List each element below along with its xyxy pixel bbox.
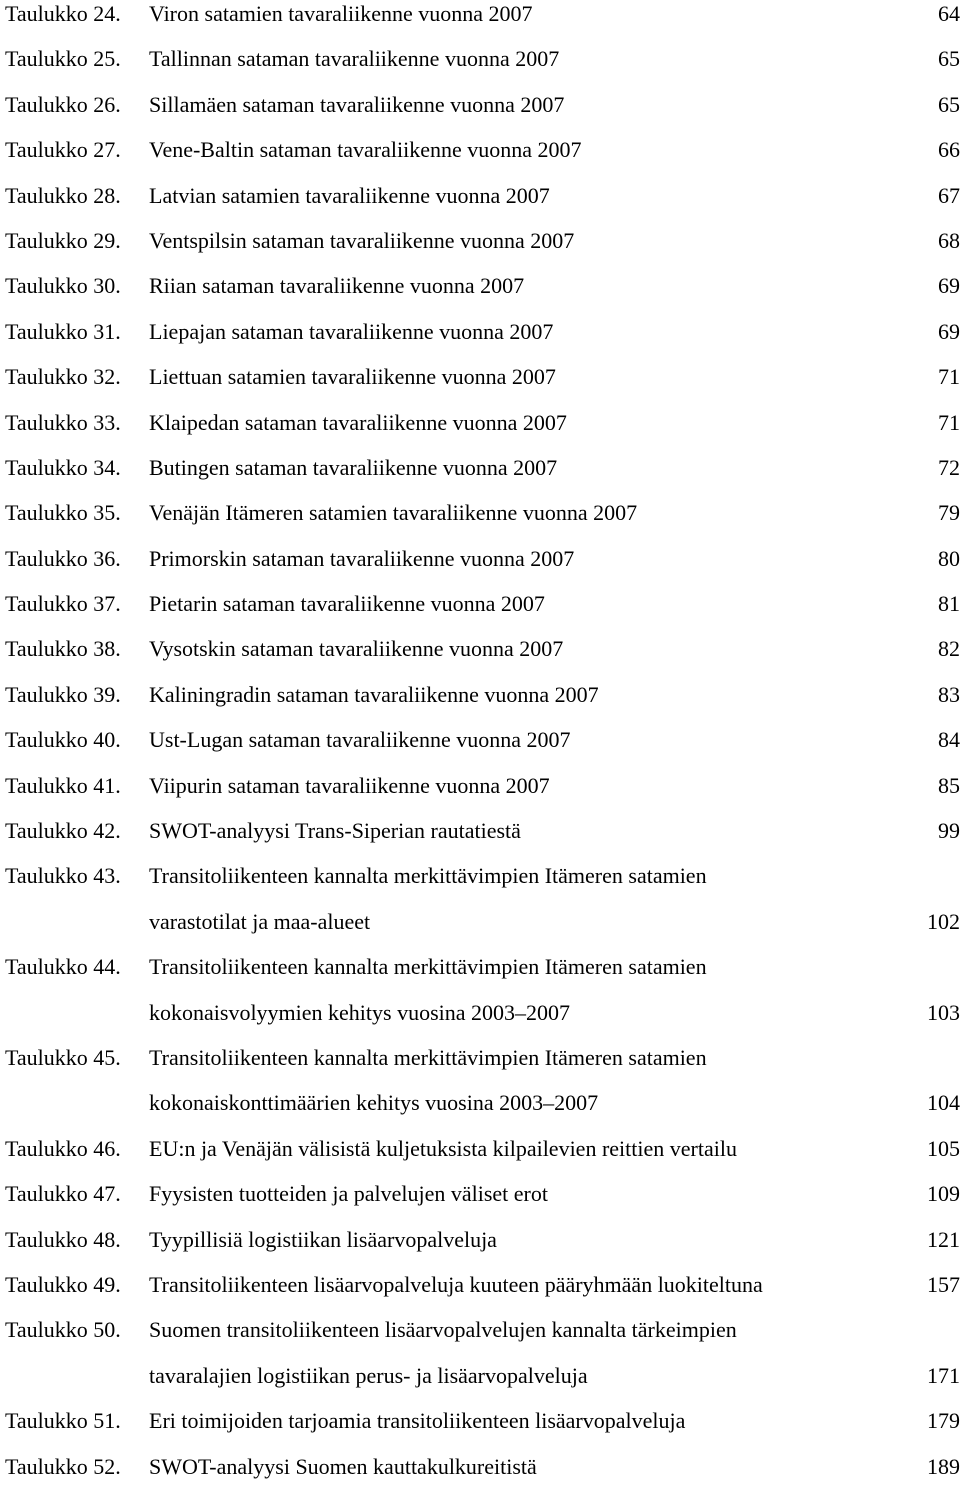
- toc-entry-line: [0, 91, 960, 136]
- table-title: Tallinnan sataman tavaraliikenne vuonna 2007: [149, 46, 560, 72]
- table-title: Transitoliikenteen kannalta merkittävimpien Itämeren satamien: [149, 863, 707, 889]
- toc-entry-line: [0, 1316, 960, 1361]
- table-number: Taulukko 45.: [5, 1044, 121, 1070]
- table-title: tavaralajien logistiikan perus- ja lisäarvopalveluja: [149, 1362, 588, 1388]
- page-number: 69: [938, 273, 960, 299]
- page-number: 189: [927, 1453, 960, 1479]
- toc-entry-line: [0, 1089, 960, 1134]
- toc-entry: [0, 590, 960, 635]
- toc-entry: [0, 227, 960, 272]
- toc-entry: [0, 182, 960, 227]
- page-number: 81: [938, 591, 960, 617]
- table-title: Fyysisten tuotteiden ja palvelujen väliset erot: [149, 1181, 548, 1207]
- toc-entry: [0, 91, 960, 136]
- table-title: SWOT-analyysi Suomen kauttakulkureitistä: [149, 1453, 537, 1479]
- toc-entry-line: [0, 1453, 960, 1498]
- toc-entry-line: [0, 1226, 960, 1271]
- page-number: 84: [938, 727, 960, 753]
- page-number: 99: [938, 818, 960, 844]
- toc-entry: [0, 272, 960, 317]
- table-number: Taulukko 26.: [5, 91, 121, 117]
- toc-entry: [0, 318, 960, 363]
- page-number: 68: [938, 227, 960, 253]
- table-number: Taulukko 29.: [5, 227, 121, 253]
- table-title: Liettuan satamien tavaraliikenne vuonna 2007: [149, 364, 556, 390]
- table-number: Taulukko 27.: [5, 137, 121, 163]
- page-number: 179: [927, 1408, 960, 1434]
- table-number: Taulukko 33.: [5, 409, 121, 435]
- toc-entry: [0, 1316, 960, 1407]
- table-title: kokonaiskonttimäärien kehitys vuosina 2003–2007: [149, 1090, 599, 1116]
- table-number: Taulukko 49.: [5, 1271, 121, 1297]
- toc-entry-line: [0, 908, 960, 953]
- table-number: Taulukko 52.: [5, 1453, 121, 1479]
- table-title: Vene-Baltin sataman tavaraliikenne vuonna 2007: [149, 137, 582, 163]
- table-title: Suomen transitoliikenteen lisäarvopalvelujen kannalta tärkeimpien: [149, 1317, 737, 1343]
- toc-entry: [0, 1044, 960, 1135]
- toc-entry: [0, 1135, 960, 1180]
- table-number: Taulukko 30.: [5, 273, 121, 299]
- table-title: Kaliningradin sataman tavaraliikenne vuonna 2007: [149, 681, 599, 707]
- table-title: Primorskin sataman tavaraliikenne vuonna 2007: [149, 545, 575, 571]
- toc-entry-line: [0, 953, 960, 998]
- toc-entry: [0, 136, 960, 181]
- page-number: 72: [938, 454, 960, 480]
- table-title: Pietarin sataman tavaraliikenne vuonna 2007: [149, 591, 545, 617]
- table-number: Taulukko 40.: [5, 727, 121, 753]
- table-number: Taulukko 41.: [5, 772, 121, 798]
- toc-entry: [0, 726, 960, 771]
- toc-entry: [0, 817, 960, 862]
- table-number: Taulukko 24.: [5, 1, 121, 26]
- table-number: Taulukko 36.: [5, 545, 121, 571]
- toc-entry-line: [0, 635, 960, 680]
- table-title: Ust-Lugan sataman tavaraliikenne vuonna 2007: [149, 727, 571, 753]
- toc-entry-line: [0, 318, 960, 363]
- toc-entry: [0, 409, 960, 454]
- toc-entry-line: [0, 545, 960, 590]
- table-title: Liepajan sataman tavaraliikenne vuonna 2007: [149, 318, 554, 344]
- table-title: Transitoliikenteen kannalta merkittävimpien Itämeren satamien: [149, 954, 707, 980]
- table-number: Taulukko 32.: [5, 364, 121, 390]
- toc-entry-line: [0, 227, 960, 272]
- toc-entry-line: [0, 1271, 960, 1316]
- page-number: 65: [938, 46, 960, 72]
- toc-entry: [0, 363, 960, 408]
- page-number: 105: [927, 1135, 960, 1161]
- toc-entry: [0, 953, 960, 1044]
- table-number: Taulukko 38.: [5, 636, 121, 662]
- table-title: Butingen sataman tavaraliikenne vuonna 2007: [149, 454, 558, 480]
- page-number: 67: [938, 182, 960, 208]
- toc-entry-line: [0, 862, 960, 907]
- table-title: Latvian satamien tavaraliikenne vuonna 2007: [149, 182, 550, 208]
- toc-entry: [0, 681, 960, 726]
- table-title: Tyypillisiä logistiikan lisäarvopalveluja: [149, 1226, 497, 1252]
- table-title: Transitoliikenteen kannalta merkittävimpien Itämeren satamien: [149, 1044, 707, 1070]
- toc-entry-line: [0, 1362, 960, 1407]
- toc-entry-line: [0, 1407, 960, 1452]
- toc-entry-line: [0, 454, 960, 499]
- page-number: 85: [938, 772, 960, 798]
- page-number: 71: [938, 364, 960, 390]
- table-title: Viipurin sataman tavaraliikenne vuonna 2007: [149, 772, 550, 798]
- table-number: Taulukko 25.: [5, 46, 121, 72]
- table-title: Viron satamien tavaraliikenne vuonna 2007: [149, 1, 533, 26]
- toc-entry: [0, 1180, 960, 1225]
- table-title: SWOT-analyysi Trans-Siperian rautatiestä: [149, 818, 521, 844]
- toc-entry-line: [0, 590, 960, 635]
- toc-entry-line: [0, 409, 960, 454]
- toc-entry-line: [0, 182, 960, 227]
- page-number: 171: [927, 1362, 960, 1388]
- toc-entry: [0, 545, 960, 590]
- page-number: 82: [938, 636, 960, 662]
- toc-entry: [0, 1407, 960, 1452]
- table-number: Taulukko 47.: [5, 1181, 121, 1207]
- page-number: 66: [938, 137, 960, 163]
- toc-entry: [0, 0, 960, 45]
- toc-entry: [0, 772, 960, 817]
- table-title: Venäjän Itämeren satamien tavaraliikenne vuonna 2007: [149, 500, 638, 526]
- page-number: 104: [927, 1090, 960, 1116]
- table-number: Taulukko 37.: [5, 591, 121, 617]
- toc-entry-line: [0, 1044, 960, 1089]
- toc-entry-line: [0, 272, 960, 317]
- toc-entry: [0, 45, 960, 90]
- table-title: Transitoliikenteen lisäarvopalveluja kuuteen pääryhmään luokiteltuna: [149, 1271, 763, 1297]
- table-title: Eri toimijoiden tarjoamia transitoliikenteen lisäarvopalveluja: [149, 1408, 686, 1434]
- page-number: 109: [927, 1181, 960, 1207]
- toc-entry: [0, 862, 960, 953]
- page-number: 83: [938, 681, 960, 707]
- toc-entry: [0, 1271, 960, 1316]
- table-number: Taulukko 51.: [5, 1408, 121, 1434]
- table-number: Taulukko 44.: [5, 954, 121, 980]
- toc-entry: [0, 1453, 960, 1498]
- table-title: Vysotskin sataman tavaraliikenne vuonna 2007: [149, 636, 564, 662]
- table-title: EU:n ja Venäjän välisistä kuljetuksista kilpailevien reittien vertailu: [149, 1135, 737, 1161]
- toc-entry-line: [0, 45, 960, 90]
- page-number: 102: [927, 908, 960, 934]
- toc-entry-line: [0, 0, 960, 45]
- table-number: Taulukko 39.: [5, 681, 121, 707]
- table-title: Klaipedan sataman tavaraliikenne vuonna 2007: [149, 409, 567, 435]
- page-number: 157: [927, 1271, 960, 1297]
- toc-entry: [0, 499, 960, 544]
- toc-entry-line: [0, 726, 960, 771]
- toc-entry-line: [0, 499, 960, 544]
- page-number: 71: [938, 409, 960, 435]
- toc-entry: [0, 635, 960, 680]
- toc-entry: [0, 454, 960, 499]
- table-title: varastotilat ja maa-alueet: [149, 908, 371, 934]
- page-number: 121: [927, 1226, 960, 1252]
- table-number: Taulukko 34.: [5, 454, 121, 480]
- table-number: Taulukko 31.: [5, 318, 121, 344]
- table-title: kokonaisvolyymien kehitys vuosina 2003–2007: [149, 999, 571, 1025]
- page-number: 79: [938, 500, 960, 526]
- table-number: Taulukko 43.: [5, 863, 121, 889]
- toc-entry-line: [0, 136, 960, 181]
- table-number: Taulukko 35.: [5, 500, 121, 526]
- table-number: Taulukko 50.: [5, 1317, 121, 1343]
- table-number: Taulukko 48.: [5, 1226, 121, 1252]
- toc-entry-line: [0, 681, 960, 726]
- toc-entry-line: [0, 1135, 960, 1180]
- toc-entry-line: [0, 363, 960, 408]
- table-title: Riian sataman tavaraliikenne vuonna 2007: [149, 273, 525, 299]
- toc-entry-line: [0, 817, 960, 862]
- toc-entry: [0, 1226, 960, 1271]
- toc-entry-line: [0, 772, 960, 817]
- page-number: 64: [938, 1, 960, 26]
- page-number: 65: [938, 91, 960, 117]
- page-number: 69: [938, 318, 960, 344]
- table-title: Sillamäen sataman tavaraliikenne vuonna 2007: [149, 91, 565, 117]
- table-title: Ventspilsin sataman tavaraliikenne vuonna 2007: [149, 227, 575, 253]
- page-number: 80: [938, 545, 960, 571]
- table-number: Taulukko 28.: [5, 182, 121, 208]
- page-number: 103: [927, 999, 960, 1025]
- table-number: Taulukko 42.: [5, 818, 121, 844]
- table-number: Taulukko 46.: [5, 1135, 121, 1161]
- toc-entry-line: [0, 999, 960, 1044]
- toc-entry-line: [0, 1180, 960, 1225]
